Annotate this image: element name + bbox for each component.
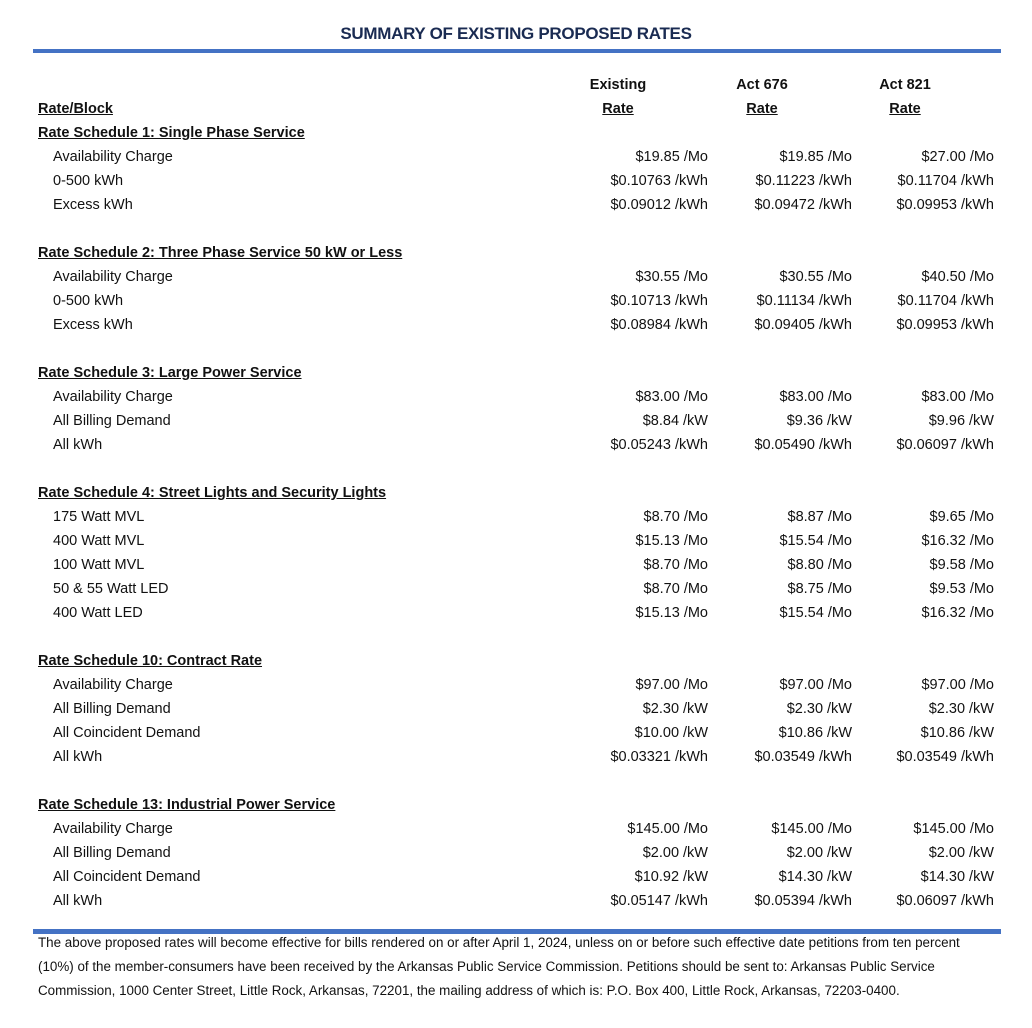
- existing-rate-value: $0.05147 /kWh: [610, 893, 708, 909]
- section-spacer: [38, 337, 998, 361]
- rate-label: 50 & 55 Watt LED: [53, 581, 169, 597]
- rate-row: [38, 697, 998, 721]
- act676-rate-value: $8.75 /Mo: [787, 581, 852, 597]
- rate-label: All kWh: [53, 749, 103, 765]
- act821-rate-value: $0.11704 /kWh: [897, 293, 994, 309]
- header-act676-line2: Rate: [746, 101, 778, 117]
- rate-label: Excess kWh: [53, 317, 133, 333]
- existing-rate-value: $10.92 /kW: [634, 869, 708, 885]
- rate-row: [38, 577, 998, 601]
- section-title: Rate Schedule 10: Contract Rate: [38, 653, 263, 669]
- existing-rate-value: $8.70 /Mo: [643, 509, 708, 525]
- rate-label: Availability Charge: [53, 269, 173, 285]
- header-rate-block-label: Rate/Block: [38, 101, 113, 117]
- header-act821-rate: [840, 73, 970, 121]
- existing-rate-value: $2.00 /kW: [642, 845, 708, 861]
- act821-rate-value: $2.00 /kW: [928, 845, 994, 861]
- rate-label: Availability Charge: [53, 389, 173, 405]
- section-spacer: [38, 217, 998, 241]
- rate-row: [38, 265, 998, 289]
- act676-rate-value: $0.03549 /kWh: [754, 749, 852, 765]
- rate-label: 100 Watt MVL: [53, 557, 145, 573]
- rate-label: Availability Charge: [53, 149, 173, 165]
- existing-rate-value: $15.13 /Mo: [635, 533, 708, 549]
- rate-label: All Billing Demand: [53, 845, 171, 861]
- rate-label: All Billing Demand: [53, 701, 171, 717]
- existing-rate-value: $15.13 /Mo: [635, 605, 708, 621]
- act676-rate-value: $19.85 /Mo: [779, 149, 852, 165]
- header-existing-line2: Rate: [602, 101, 634, 117]
- rate-row: [38, 673, 998, 697]
- rate-label: All Coincident Demand: [53, 725, 201, 741]
- rate-label: Availability Charge: [53, 677, 173, 693]
- act676-rate-value: $97.00 /Mo: [779, 677, 852, 693]
- existing-rate-value: $10.00 /kW: [634, 725, 708, 741]
- section-title: Rate Schedule 4: Street Lights and Security Lights: [38, 485, 387, 501]
- act676-rate-value: $9.36 /kW: [786, 413, 852, 429]
- act821-rate-value: $27.00 /Mo: [921, 149, 994, 165]
- rate-row: [38, 433, 998, 457]
- act676-rate-value: $145.00 /Mo: [771, 821, 852, 837]
- existing-rate-value: $8.84 /kW: [642, 413, 708, 429]
- rate-label: All Coincident Demand: [53, 869, 201, 885]
- act821-rate-value: $0.06097 /kWh: [896, 893, 994, 909]
- act821-rate-value: $0.11704 /kWh: [897, 173, 994, 189]
- act676-rate-value: $0.05490 /kWh: [754, 437, 852, 453]
- act821-rate-value: $10.86 /kW: [920, 725, 994, 741]
- header-act821-line2: Rate: [889, 101, 921, 117]
- act676-rate-value: $15.54 /Mo: [779, 605, 852, 621]
- header-rate-block: [38, 97, 113, 121]
- act821-rate-value: $0.09953 /kWh: [896, 317, 994, 333]
- act676-rate-value: $0.11223 /kWh: [755, 173, 852, 189]
- section-spacer: [38, 625, 998, 649]
- existing-rate-value: $83.00 /Mo: [635, 389, 708, 405]
- existing-rate-value: $0.10763 /kWh: [610, 173, 708, 189]
- rate-table: [38, 121, 998, 913]
- existing-rate-value: $19.85 /Mo: [635, 149, 708, 165]
- act821-rate-value: $9.58 /Mo: [929, 557, 994, 573]
- act676-rate-value: $10.86 /kW: [778, 725, 852, 741]
- rate-row: [38, 745, 998, 769]
- rate-label: All kWh: [53, 893, 103, 909]
- rate-row: [38, 289, 998, 313]
- header-act821-line1: Act 821: [879, 77, 931, 93]
- existing-rate-value: $0.03321 /kWh: [610, 749, 708, 765]
- rate-row: [38, 193, 998, 217]
- rate-label: 400 Watt LED: [53, 605, 143, 621]
- existing-rate-value: $8.70 /Mo: [643, 557, 708, 573]
- act676-rate-value: $0.11134 /kWh: [756, 293, 852, 309]
- page-title: SUMMARY OF EXISTING PROPOSED RATES: [340, 24, 692, 43]
- footer-notice: The above proposed rates will become effective for bills rendered on or after April 1, 2024, unless on or before such effective date petitions from ten percent (10%) of the member-consumers have been received by the Arkansas Public Service Commission. Petitions should be sent to: Arkansas Public Service Commission, 1000 Center Street, Little Rock, Arkansas, 72201, the mailing address of which is: P.O. Box 400, Little Rock, Arkansas, 72203-0400.: [38, 935, 960, 998]
- section-title: Rate Schedule 1: Single Phase Service: [38, 125, 305, 141]
- rate-row: [38, 889, 998, 913]
- header-existing-line1: Existing: [589, 77, 647, 93]
- section-title: Rate Schedule 3: Large Power Service: [38, 365, 302, 381]
- act821-rate-value: $40.50 /Mo: [921, 269, 994, 285]
- section-title: Rate Schedule 2: Three Phase Service 50 kW or Less: [38, 245, 403, 261]
- act676-rate-value: $0.09472 /kWh: [754, 197, 852, 213]
- act821-rate-value: $9.65 /Mo: [929, 509, 994, 525]
- act821-rate-value: $0.03549 /kWh: [896, 749, 994, 765]
- act676-rate-value: $8.80 /Mo: [787, 557, 852, 573]
- rate-label: All Billing Demand: [53, 413, 171, 429]
- act821-rate-value: $9.53 /Mo: [929, 581, 994, 597]
- act821-rate-value: $145.00 /Mo: [913, 821, 994, 837]
- rate-row: [38, 529, 998, 553]
- act821-rate-value: $97.00 /Mo: [921, 677, 994, 693]
- act676-rate-value: $15.54 /Mo: [779, 533, 852, 549]
- act676-rate-value: $0.09405 /kWh: [754, 317, 852, 333]
- existing-rate-value: $145.00 /Mo: [627, 821, 708, 837]
- act821-rate-value: $16.32 /Mo: [921, 533, 994, 549]
- act676-rate-value: $8.87 /Mo: [787, 509, 852, 525]
- act821-rate-value: $0.09953 /kWh: [896, 197, 994, 213]
- header-act676-rate: [697, 73, 827, 121]
- rate-row: [38, 145, 998, 169]
- rate-row: [38, 169, 998, 193]
- rate-row: [38, 505, 998, 529]
- rate-row: [38, 313, 998, 337]
- act676-rate-value: $30.55 /Mo: [779, 269, 852, 285]
- rate-label: Excess kWh: [53, 197, 133, 213]
- rate-row: [38, 865, 998, 889]
- rate-row: [38, 553, 998, 577]
- rate-row: [38, 409, 998, 433]
- act821-rate-value: $83.00 /Mo: [921, 389, 994, 405]
- act676-rate-value: $2.00 /kW: [786, 845, 852, 861]
- act821-rate-value: $16.32 /Mo: [921, 605, 994, 621]
- rate-label: 175 Watt MVL: [53, 509, 145, 525]
- act676-rate-value: $0.05394 /kWh: [754, 893, 852, 909]
- act676-rate-value: $14.30 /kW: [778, 869, 852, 885]
- rate-label: 400 Watt MVL: [53, 533, 145, 549]
- header-existing-rate: [553, 73, 683, 121]
- existing-rate-value: $0.05243 /kWh: [610, 437, 708, 453]
- act821-rate-value: $0.06097 /kWh: [896, 437, 994, 453]
- section-spacer: [38, 769, 998, 793]
- act821-rate-value: $14.30 /kW: [920, 869, 994, 885]
- act821-rate-value: $2.30 /kW: [928, 701, 994, 717]
- existing-rate-value: $30.55 /Mo: [635, 269, 708, 285]
- existing-rate-value: $0.08984 /kWh: [610, 317, 708, 333]
- existing-rate-value: $8.70 /Mo: [643, 581, 708, 597]
- rate-row: [38, 385, 998, 409]
- rate-row: [38, 841, 998, 865]
- rate-row: [38, 601, 998, 625]
- act676-rate-value: $2.30 /kW: [786, 701, 852, 717]
- header-act676-line1: Act 676: [736, 77, 788, 93]
- existing-rate-value: $2.30 /kW: [642, 701, 708, 717]
- rate-label: Availability Charge: [53, 821, 173, 837]
- act676-rate-value: $83.00 /Mo: [779, 389, 852, 405]
- section-spacer: [38, 457, 998, 481]
- rate-label: 0-500 kWh: [53, 173, 124, 189]
- rate-label: 0-500 kWh: [53, 293, 124, 309]
- rate-label: All kWh: [53, 437, 103, 453]
- existing-rate-value: $0.09012 /kWh: [610, 197, 708, 213]
- existing-rate-value: $0.10713 /kWh: [610, 293, 708, 309]
- rate-row: [38, 817, 998, 841]
- section-title: Rate Schedule 13: Industrial Power Service: [38, 797, 336, 813]
- act821-rate-value: $9.96 /kW: [928, 413, 994, 429]
- rate-row: [38, 721, 998, 745]
- existing-rate-value: $97.00 /Mo: [635, 677, 708, 693]
- header-rule: [33, 49, 1001, 53]
